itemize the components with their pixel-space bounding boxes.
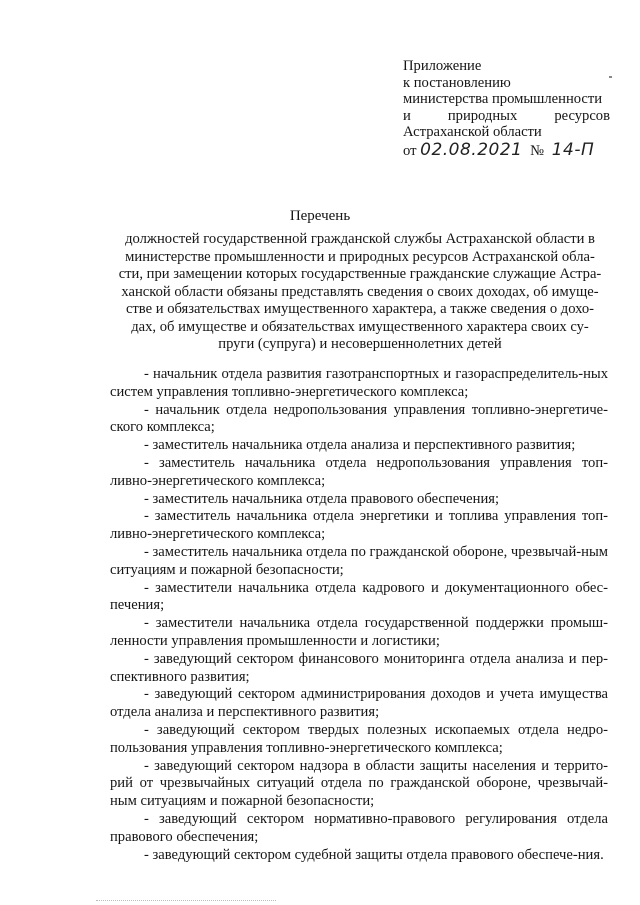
appendix-word: природных <box>447 107 518 124</box>
handwritten-number: 14-П <box>551 139 595 160</box>
appendix-line: министерства промышленности <box>403 91 603 107</box>
list-item: - заведующий сектором надзора в области защиты населения и террито-рий от чрезвычайных ситуаций отдела по гражданской обороне, чрезвычай-ным ситуациям и пожарной безопасности; <box>110 757 608 810</box>
heading-line: должностей государственной гражданской службы Астраханской области в <box>125 231 595 247</box>
list-item: - начальник отдела недропользования управления топливно-энергетиче-ского комплекса; <box>110 401 608 436</box>
number-sign: № <box>530 142 545 159</box>
list-item: - заместитель начальника отдела энергетики и топлива управления топ-ливно-энергетического комплекса; <box>110 508 608 543</box>
heading-line: министерстве промышленности и природных ресурсов Астраханской обла- <box>125 248 595 265</box>
heading-line: пруги (супруга) и несовершеннолетних детей <box>218 336 502 352</box>
list-item: - заведующий сектором нормативно-правового регулирования отдела правового обеспечения; <box>110 810 608 845</box>
list-item: - заместитель начальника отдела анализа и перспективного развития; <box>144 437 576 454</box>
date-prefix: от <box>403 142 417 159</box>
list-item: - заместитель начальника отдела правового обеспечения; <box>144 490 500 507</box>
scan-edge-line <box>96 900 276 901</box>
list-item: - заведующий сектором твердых полезных ископаемых отдела недро-пользования управления топливно-энергетического комплекса; <box>110 721 608 756</box>
appendix-word: ресурсов <box>554 107 610 124</box>
list-item: - заместитель начальника отдела недропользования управления топ-ливно-энергетического комплекса; <box>110 454 608 489</box>
heading-line: сти, при замещении которых государственные гражданские служащие Астра- <box>118 266 602 282</box>
list-item: - заместители начальника отдела государственной поддержки промыш-ленности управления промышленности и логистики; <box>110 615 608 649</box>
appendix-date-line <box>403 139 613 160</box>
list-item: - заместители начальника отдела кадрового и документационного обес-печения; <box>110 579 608 614</box>
appendix-word: и <box>403 107 411 124</box>
list-item: - заведующий сектором судебной защиты отдела правового обеспече-ния. <box>144 846 604 863</box>
appendix-line: Приложение <box>403 58 482 74</box>
document-heading <box>112 231 608 354</box>
handwritten-date: 02.08.2021 <box>420 139 523 160</box>
list-item: - начальник отдела развития газотранспортных и газораспределитель-ных систем управления топливно-энергетического комплекса; <box>110 366 608 400</box>
document-title: Перечень <box>289 208 351 224</box>
scan-speck <box>609 76 612 78</box>
list-item: - заместитель начальника отдела по гражданской обороне, чрезвычай-ным ситуациям и пожарной безопасности; <box>110 543 608 578</box>
appendix-line: к постановлению <box>403 74 511 91</box>
list-item: - заведующий сектором финансового мониторинга отдела анализа и пер-спективного развития; <box>110 650 608 685</box>
positions-list <box>110 366 608 864</box>
list-item: - заведующий сектором администрирования доходов и учета имущества отдела анализа и перспективного развития; <box>110 686 608 721</box>
appendix-header <box>403 58 613 159</box>
heading-line: ханской области обязаны представлять сведения о своих доходах, об имуще- <box>121 283 599 300</box>
appendix-line: Астраханской области <box>403 124 542 140</box>
appendix-line-justified <box>403 108 610 125</box>
heading-line: дах, об имуществе и обязательствах имущественного характера своих су- <box>131 318 589 335</box>
heading-line: стве и обязательствах имущественного характера, а также сведения о дохо- <box>125 301 595 317</box>
